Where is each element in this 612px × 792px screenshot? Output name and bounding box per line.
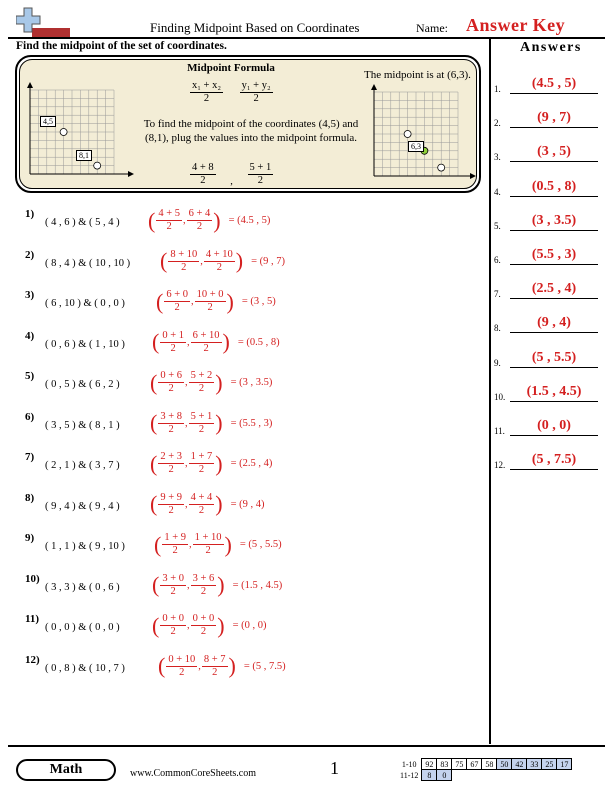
problem-row	[17, 613, 487, 653]
work-y-numerator: 4 + 4	[189, 492, 215, 505]
work-x-denominator: 2	[170, 342, 176, 354]
work-x-denominator: 2	[168, 383, 174, 395]
close-paren: )	[217, 572, 225, 598]
work-y-numerator: 6 + 10	[191, 330, 222, 343]
example-y-numerator: 5 + 1	[248, 162, 274, 175]
answer-line	[510, 332, 598, 333]
problem-work	[152, 613, 267, 638]
example-fractions	[190, 162, 273, 187]
problem-solution: = (1.5 , 4.5)	[232, 579, 283, 591]
work-comma: ,	[185, 417, 188, 429]
open-paren: (	[152, 572, 160, 598]
formula-x-numerator: x₁ + x₂	[190, 80, 223, 93]
answer-value: (9 , 4)	[537, 315, 571, 331]
problem-solution: = (5 , 7.5)	[243, 660, 286, 672]
work-x-numerator: 0 + 10	[166, 654, 197, 667]
answer-label: 9.	[494, 357, 501, 368]
problem-row	[17, 249, 487, 289]
problem-work	[148, 208, 270, 233]
answer-value: (0 , 0)	[537, 418, 571, 433]
answer-row	[494, 414, 604, 444]
open-paren: (	[160, 248, 168, 274]
problem-solution: = (2.5 , 4)	[230, 458, 273, 470]
problem-row	[17, 208, 487, 248]
name-label: Name:	[416, 21, 448, 35]
point-label-8-1: 8,1	[76, 150, 92, 161]
work-y-numerator: 5 + 2	[189, 370, 215, 383]
work-y-numerator: 8 + 7	[202, 654, 228, 667]
problem-work	[150, 492, 265, 517]
problem-solution: = (3 , 3.5)	[230, 377, 273, 389]
work-x-numerator: 3 + 8	[158, 411, 184, 424]
close-paren: )	[215, 369, 223, 395]
problem-question: ( 0 , 5 ) & ( 6 , 2 )	[45, 379, 120, 390]
answer-row	[494, 175, 604, 205]
answer-line	[510, 230, 598, 231]
work-x-denominator: 2	[174, 302, 180, 314]
answer-label: 8.	[494, 323, 501, 334]
close-paren: )	[213, 207, 221, 233]
score-cell: 50	[497, 759, 512, 770]
problem-work	[150, 370, 272, 395]
work-x-denominator: 2	[170, 585, 176, 597]
work-comma: ,	[200, 255, 203, 267]
answer-label: 11.	[494, 426, 505, 436]
answer-label: 5.	[494, 220, 501, 231]
work-y-denominator: 2	[196, 221, 203, 233]
answer-row	[494, 209, 604, 239]
answer-line	[510, 196, 598, 197]
point-label-6-3: 6,3	[408, 141, 424, 152]
point-label-4-5: 4,5	[40, 116, 56, 127]
problem-question: ( 0 , 8 ) & ( 10 , 7 )	[45, 662, 125, 674]
open-paren: (	[150, 491, 158, 517]
answer-row	[494, 72, 604, 102]
problem-row	[17, 330, 487, 370]
open-paren: (	[152, 612, 160, 638]
work-x-numerator: 1 + 9	[162, 532, 188, 545]
work-comma: ,	[187, 620, 190, 632]
score-cell: 83	[437, 759, 452, 770]
problem-question: ( 3 , 5 ) & ( 8 , 1 )	[45, 419, 120, 431]
example-y-denominator: 2	[257, 175, 263, 187]
work-y-numerator: 1 + 10	[193, 532, 224, 545]
answer-value: (4.5 , 5)	[531, 76, 577, 91]
example-right-graph	[368, 84, 476, 184]
problem-solution: = (9 , 7)	[251, 255, 286, 267]
answer-label: 1.	[494, 84, 501, 94]
score-cell: 58	[482, 759, 497, 770]
answer-line	[510, 469, 598, 470]
work-x-numerator: 9 + 9	[158, 492, 184, 505]
work-comma: ,	[191, 296, 194, 308]
problem-solution: = (5 , 5.5)	[239, 539, 282, 551]
score-cell: 17	[557, 759, 572, 770]
work-y-numerator: 4 + 10	[204, 249, 235, 262]
work-x-denominator: 2	[181, 261, 187, 273]
work-y-denominator: 2	[198, 383, 205, 395]
close-paren: )	[222, 329, 230, 355]
answer-value: (5.5 , 3)	[531, 247, 577, 262]
problem-number: 7)	[25, 451, 35, 463]
work-y-denominator: 2	[212, 666, 218, 678]
problem-row	[17, 451, 487, 491]
work-y-denominator: 2	[198, 423, 205, 435]
answer-label: 6.	[494, 255, 501, 265]
problem-number: 8)	[25, 491, 35, 504]
problem-row	[17, 411, 487, 451]
problem-work	[150, 411, 272, 436]
answer-value: (5 , 7.5)	[531, 452, 577, 468]
work-comma: ,	[185, 458, 188, 470]
work-y-denominator: 2	[200, 626, 207, 638]
problem-question: ( 9 , 4 ) & ( 9 , 4 )	[45, 500, 120, 512]
example-x-numerator: 4 + 8	[190, 162, 216, 175]
work-x-denominator: 2	[179, 666, 185, 678]
problem-work	[152, 573, 282, 598]
open-paren: (	[150, 450, 158, 476]
answer-row	[494, 106, 604, 136]
work-comma: ,	[185, 498, 188, 510]
problem-number: 12)	[25, 653, 40, 666]
problem-work	[154, 532, 282, 557]
work-y-numerator: 1 + 7	[189, 451, 215, 464]
score-cell: 25	[542, 759, 557, 770]
score-cell: 92	[422, 759, 437, 770]
work-y-denominator: 2	[200, 585, 207, 597]
score-cell: 67	[467, 759, 482, 770]
work-y-denominator: 2	[198, 504, 205, 516]
answer-row	[494, 448, 604, 478]
answer-label: 7.	[494, 289, 501, 300]
example-left-graph	[24, 82, 134, 182]
open-paren: (	[148, 207, 156, 233]
problem-number: 4)	[25, 329, 35, 342]
work-comma: ,	[187, 579, 190, 591]
answer-line	[510, 127, 598, 128]
answer-label: 2.	[494, 118, 501, 129]
close-paren: )	[217, 612, 225, 638]
answer-line	[510, 93, 598, 94]
example-explanation: To find the midpoint of the coordinates (4,5) and (8,1), plug the values into the midpoint formula.	[143, 118, 359, 145]
work-x-numerator: 0 + 0	[160, 613, 186, 626]
work-x-denominator: 2	[172, 545, 178, 557]
score-cell: 42	[512, 759, 527, 770]
problem-question: ( 3 , 3 ) & ( 0 , 6 )	[45, 581, 120, 593]
answer-label: 4.	[494, 186, 501, 197]
answer-key-label: Answer Key	[466, 15, 566, 35]
work-y-numerator: 3 + 6	[191, 573, 217, 586]
close-paren: )	[235, 248, 244, 274]
work-comma: ,	[198, 660, 201, 672]
problem-row	[17, 289, 487, 329]
work-y-numerator: 5 + 1	[189, 411, 215, 424]
midpoint-formula-title: Midpoint Formula	[187, 62, 275, 74]
example-comma: ,	[230, 176, 233, 188]
work-x-numerator: 0 + 1	[160, 330, 186, 343]
work-x-numerator: 0 + 6	[158, 370, 184, 383]
problem-row	[17, 370, 487, 410]
score-cell: 33	[527, 759, 542, 770]
answer-row	[494, 277, 604, 307]
work-y-numerator: 0 + 0	[191, 613, 217, 626]
problem-number: 9)	[25, 532, 35, 544]
formula-y-numerator: y₁ + y₂	[240, 80, 273, 93]
problem-number: 6)	[25, 410, 35, 423]
work-y-denominator: 2	[216, 261, 222, 273]
work-y-denominator: 2	[207, 302, 213, 314]
page-number: 1	[330, 758, 339, 778]
problem-number: 10)	[25, 572, 40, 585]
answer-row	[494, 380, 604, 410]
answer-line	[510, 367, 598, 368]
problem-row	[17, 492, 487, 532]
answer-value: (1.5 , 4.5)	[526, 383, 582, 399]
instructions: Find the midpoint of the set of coordinates.	[16, 40, 227, 52]
score-row-1-10	[397, 759, 572, 770]
problem-question: ( 1 , 1 ) & ( 9 , 10 )	[45, 541, 125, 552]
work-y-numerator: 10 + 0	[195, 289, 226, 302]
work-x-numerator: 2 + 3	[158, 451, 184, 464]
answer-value: (3 , 5)	[537, 144, 571, 160]
work-x-denominator: 2	[168, 423, 174, 435]
problem-question: ( 8 , 4 ) & ( 10 , 10 )	[45, 257, 131, 269]
score-cell: 8	[422, 770, 437, 781]
work-comma: ,	[183, 215, 186, 227]
problem-number: 11)	[25, 613, 40, 625]
answer-value: (5 , 5.5)	[531, 349, 577, 365]
work-x-numerator: 8 + 10	[168, 249, 199, 262]
score-table	[397, 758, 572, 781]
score-row-label: 1-10	[401, 759, 417, 769]
problem-question: ( 2 , 1 ) & ( 3 , 7 )	[45, 460, 120, 471]
answer-label: 12.	[494, 460, 506, 471]
open-paren: (	[158, 653, 166, 679]
website-link[interactable]: www.CommonCoreSheets.com	[130, 768, 257, 779]
open-paren: (	[152, 329, 160, 355]
close-paren: )	[226, 288, 234, 314]
answer-value: (9 , 7)	[537, 110, 571, 126]
work-x-numerator: 3 + 0	[160, 573, 186, 586]
problem-solution: = (4.5 , 5)	[228, 215, 271, 227]
score-cell: 75	[452, 759, 467, 770]
problem-row	[17, 532, 487, 572]
close-paren: )	[224, 531, 232, 557]
problem-row	[17, 654, 487, 694]
score-row-11-12	[397, 770, 572, 781]
logo	[16, 6, 72, 40]
work-x-denominator: 2	[168, 504, 174, 516]
answer-line	[510, 264, 598, 265]
answer-row	[494, 346, 604, 376]
answer-row	[494, 140, 604, 170]
problem-number: 1)	[25, 208, 35, 220]
work-x-numerator: 6 + 0	[164, 289, 190, 302]
answer-label: 3.	[494, 152, 501, 163]
work-y-denominator: 2	[203, 342, 209, 354]
formula-y-denominator: 2	[253, 93, 259, 105]
work-y-denominator: 2	[198, 464, 205, 476]
work-comma: ,	[185, 377, 188, 389]
problem-solution: = (5.5 , 3)	[230, 417, 273, 429]
problem-work	[152, 330, 280, 355]
answer-value: (2.5 , 4)	[531, 281, 577, 297]
problem-number: 5)	[25, 370, 35, 382]
work-x-denominator: 2	[170, 626, 176, 638]
answer-label: 10.	[494, 391, 506, 402]
work-x-denominator: 2	[166, 221, 172, 233]
subject-badge: Math	[16, 759, 116, 781]
open-paren: (	[156, 288, 164, 314]
work-x-denominator: 2	[168, 464, 174, 476]
problem-solution: = (9 , 4)	[230, 498, 265, 510]
problem-solution: = (0.5 , 8)	[237, 336, 280, 348]
problem-work	[158, 654, 286, 679]
work-y-numerator: 6 + 4	[187, 208, 213, 221]
problem-solution: = (3 , 5)	[241, 296, 276, 308]
problem-number: 3)	[25, 289, 35, 301]
answer-row	[494, 243, 604, 273]
problem-number: 2)	[25, 248, 35, 261]
problem-row	[17, 573, 487, 613]
answer-line	[510, 161, 598, 162]
answer-row	[494, 311, 604, 341]
close-paren: )	[215, 410, 223, 436]
work-comma: ,	[189, 539, 192, 551]
example-x-denominator: 2	[200, 175, 206, 187]
answer-value: (3 , 3.5)	[531, 212, 577, 228]
problem-work	[150, 451, 272, 476]
formula-x-denominator: 2	[203, 93, 210, 105]
answer-column-divider	[489, 37, 491, 744]
answer-line	[510, 298, 598, 299]
score-cell: 0	[437, 770, 452, 781]
answer-line	[510, 435, 598, 436]
open-paren: (	[154, 531, 162, 557]
midpoint-formula	[190, 80, 273, 105]
problem-question: ( 4 , 6 ) & ( 5 , 4 )	[45, 217, 120, 228]
problem-question: ( 6 , 10 ) & ( 0 , 0 )	[45, 298, 125, 309]
problem-question: ( 0 , 0 ) & ( 0 , 0 )	[45, 622, 120, 633]
work-comma: ,	[187, 336, 190, 348]
close-paren: )	[228, 653, 236, 679]
answers-heading: Answers	[520, 40, 582, 55]
answer-value: (0.5 , 8)	[531, 178, 577, 194]
problem-question: ( 0 , 6 ) & ( 1 , 10 )	[45, 338, 125, 350]
problem-work	[156, 289, 276, 314]
score-row-label: 11-12	[400, 770, 419, 780]
answer-line	[510, 401, 598, 402]
midpoint-result-text: The midpoint is at (6,3).	[364, 69, 471, 81]
header-divider	[8, 37, 605, 39]
open-paren: (	[150, 369, 158, 395]
work-y-denominator: 2	[205, 545, 211, 557]
close-paren: )	[215, 491, 223, 517]
problem-work	[160, 249, 285, 274]
problem-solution: = (0 , 0)	[232, 620, 267, 632]
work-x-numerator: 4 + 5	[156, 208, 182, 221]
open-paren: (	[150, 410, 158, 436]
worksheet-title: Finding Midpoint Based on Coordinates	[150, 20, 360, 35]
close-paren: )	[215, 450, 223, 476]
footer-divider	[8, 745, 605, 747]
